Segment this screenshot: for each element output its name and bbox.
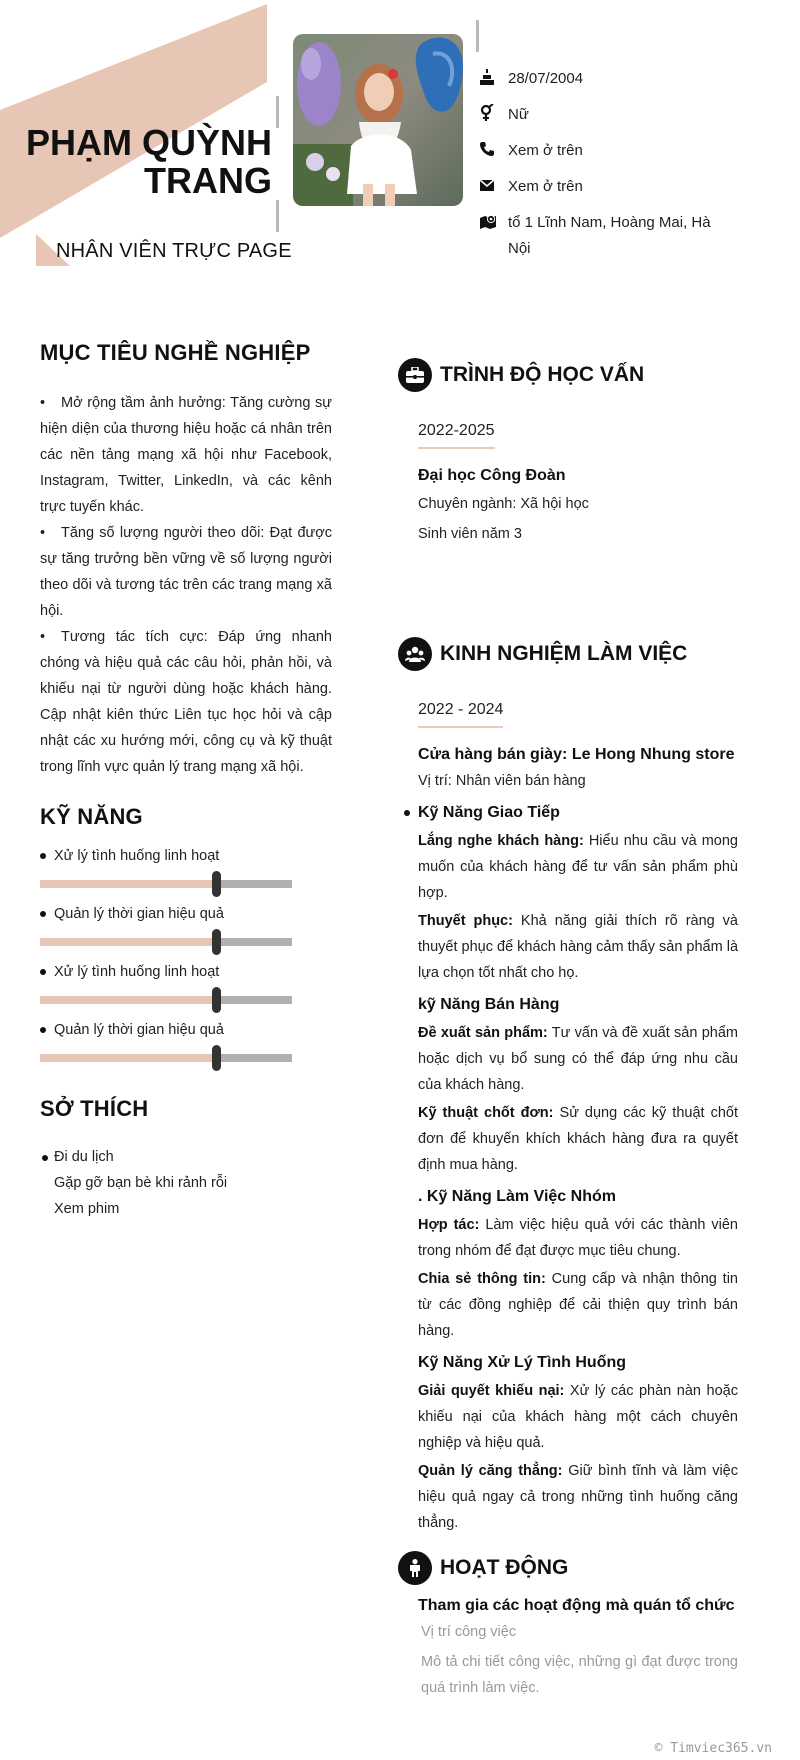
skill-level-fill bbox=[40, 880, 216, 888]
activity-position-placeholder[interactable]: Vị trí công việc bbox=[421, 1624, 517, 1640]
name-line-1: PHẠM QUỲNH bbox=[25, 122, 272, 163]
education-section bbox=[398, 358, 738, 547]
site-watermark: © Timviec365.vn bbox=[654, 1741, 772, 1756]
map-location-icon bbox=[480, 210, 508, 232]
objective-list bbox=[40, 390, 332, 780]
skill-detail: Quản lý căng thẳng: Giữ bình tĩnh và làm việc hiệu quả ngay cả trong những tình huống căng thẳng. bbox=[418, 1463, 738, 1531]
skill-group-heading: kỹ Năng Bán Hàng bbox=[418, 996, 560, 1013]
skill-label: Xử lý tình huống linh hoạt bbox=[54, 848, 220, 864]
skill-label: Xử lý tình huống linh hoạt bbox=[54, 964, 220, 980]
skill-level-handle bbox=[212, 871, 221, 897]
experience-period: 2022 - 2024 bbox=[418, 701, 503, 728]
hobby-item: Đi du lịch bbox=[40, 1144, 332, 1170]
experience-title: KINH NGHIỆM LÀM VIỆC bbox=[440, 642, 688, 665]
skill-group-heading: . Kỹ Năng Làm Việc Nhóm bbox=[418, 1188, 616, 1205]
activities-section bbox=[398, 1551, 738, 1701]
skill-item bbox=[40, 1020, 332, 1062]
skill-detail: Chia sẻ thông tin: Cung cấp và nhận thông tin từ các đồng nghiệp để cải thiện quy trình bán hàng. bbox=[418, 1271, 738, 1339]
hobby-item: Xem phim bbox=[54, 1201, 120, 1217]
skills-section bbox=[40, 804, 332, 1062]
skill-level-fill bbox=[40, 996, 216, 1004]
email[interactable]: Xem ở trên bbox=[508, 178, 583, 195]
study-year: Sinh viên năm 3 bbox=[418, 526, 522, 542]
candidate-name bbox=[12, 124, 272, 200]
bullet-dot bbox=[40, 911, 46, 917]
phone-icon bbox=[480, 138, 508, 160]
skill-level-bar bbox=[40, 938, 292, 946]
school-name: Đại học Công Đoàn bbox=[418, 467, 566, 484]
skill-detail: Hợp tác: Làm việc hiệu quả với các thành viên trong nhóm để đạt được mục tiêu chung. bbox=[418, 1217, 738, 1259]
skill-detail: Đề xuất sản phẩm: Tư vấn và đề xuất sản phẩm hoặc dịch vụ bổ sung có thể đáp ứng nhu cầu của khách hàng. bbox=[418, 1025, 738, 1093]
gender-icon bbox=[480, 102, 508, 124]
address: tổ 1 Lĩnh Nam, Hoàng Mai, Hà Nội bbox=[508, 214, 711, 257]
contact-phone[interactable] bbox=[480, 138, 720, 164]
skill-item bbox=[40, 904, 332, 946]
hobbies-section bbox=[40, 1096, 332, 1222]
envelope-icon bbox=[480, 174, 508, 196]
phone[interactable]: Xem ở trên bbox=[508, 142, 583, 159]
objective-item: • Mở rộng tầm ảnh hưởng: Tăng cường sự hiện diện của thương hiệu hoặc cá nhân trên các nền tảng mạng xã hội như Facebook, Instagram, Twitter, LinkedIn, và các kênh trực tuyến khác. bbox=[40, 390, 332, 520]
briefcase-icon bbox=[398, 358, 432, 392]
bullet-dot bbox=[40, 853, 46, 859]
name-line-2: TRANG bbox=[144, 160, 272, 201]
left-column bbox=[40, 340, 332, 1222]
company-name: Cửa hàng bán giày: Le Hong Nhung store bbox=[418, 746, 735, 763]
skill-level-handle bbox=[212, 987, 221, 1013]
birthday-cake-icon bbox=[480, 66, 508, 88]
divider bbox=[476, 20, 479, 52]
skills-title: KỸ NĂNG bbox=[40, 804, 143, 829]
skill-level-bar bbox=[40, 880, 292, 888]
skill-detail: Giải quyết khiếu nại: Xử lý các phàn nàn hoặc khiếu nại của khách hàng một cách chuyên nghiệp và hiệu quả. bbox=[418, 1383, 738, 1451]
experience-section bbox=[398, 637, 738, 1536]
gender: Nữ bbox=[508, 106, 529, 123]
birth-date: 28/07/2004 bbox=[508, 70, 584, 87]
activity-description-placeholder[interactable]: Mô tả chi tiết công việc, những gì đạt được trong quá trình làm việc. bbox=[421, 1654, 738, 1696]
job-position: Vị trí: Nhân viên bán hàng bbox=[418, 773, 586, 789]
education-period: 2022-2025 bbox=[418, 422, 495, 449]
activities-title: HOẠT ĐỘNG bbox=[440, 1556, 569, 1579]
skill-detail: Thuyết phục: Khả năng giải thích rõ ràng và thuyết phục để khách hàng cảm thấy sản phẩm là lựa chọn tốt nhất cho họ. bbox=[418, 913, 739, 981]
skill-level-fill bbox=[40, 938, 216, 946]
handshake-icon bbox=[398, 637, 432, 671]
divider bbox=[276, 200, 279, 232]
skill-item bbox=[40, 962, 332, 1004]
objective-item: • Tương tác tích cực: Đáp ứng nhanh chóng và hiệu quả các câu hỏi, phản hồi, và khiếu nại từ người dùng hoặc khách hàng. Cập nhật kiên thức Liên tục học hỏi và cập nhật các xu hướng mới, công cụ và kỹ thuật trong lĩnh vực quản lý trang mạng xã hội. bbox=[40, 624, 332, 780]
job-title: NHÂN VIÊN TRỰC PAGE bbox=[56, 240, 292, 262]
skill-label: Quản lý thời gian hiệu quả bbox=[54, 1022, 224, 1038]
contact-gender bbox=[480, 102, 720, 128]
skill-level-fill bbox=[40, 1054, 216, 1062]
skill-label: Quản lý thời gian hiệu quả bbox=[54, 906, 224, 922]
activity-name: Tham gia các hoạt động mà quán tổ chức bbox=[418, 1597, 735, 1614]
hobby-item: Gặp gỡ bạn bè khi rảnh rỗi bbox=[54, 1175, 228, 1191]
skill-detail: Lắng nghe khách hàng: Hiểu nhu cầu và mong muốn của khách hàng để tư vấn sản phẩm phù hợp. bbox=[418, 833, 738, 901]
objective-title: MỤC TIÊU NGHỀ NGHIỆP bbox=[40, 340, 311, 365]
objective-item: • Tăng số lượng người theo dõi: Đạt được sự tăng trưởng bền vững về số lượng người theo dõi và tương tác trên các trang mạng xã hội. bbox=[40, 520, 332, 624]
person-icon bbox=[398, 1551, 432, 1585]
bullet-dot bbox=[40, 969, 46, 975]
hobbies-title: SỞ THÍCH bbox=[40, 1096, 149, 1121]
major: Chuyên ngành: Xã hội học bbox=[418, 496, 589, 512]
profile-photo bbox=[293, 34, 463, 206]
bullet-dot bbox=[40, 1027, 46, 1033]
skill-level-handle bbox=[212, 929, 221, 955]
contact-list bbox=[480, 66, 720, 272]
divider bbox=[276, 96, 279, 128]
contact-birthday bbox=[480, 66, 720, 92]
skill-item bbox=[40, 846, 332, 888]
education-title: TRÌNH ĐỘ HỌC VẤN bbox=[440, 363, 645, 386]
skill-group-heading: Kỹ Năng Giao Tiếp bbox=[418, 800, 738, 826]
contact-address bbox=[480, 210, 720, 262]
skill-detail: Kỹ thuật chốt đơn: Sử dụng các kỹ thuật chốt đơn để khuyến khích khách hàng đưa ra quyết định mua hàng. bbox=[418, 1105, 738, 1173]
skill-level-handle bbox=[212, 1045, 221, 1071]
contact-email[interactable] bbox=[480, 174, 720, 200]
skill-level-bar bbox=[40, 996, 292, 1004]
skill-level-bar bbox=[40, 1054, 292, 1062]
skill-group-heading: Kỹ Năng Xử Lý Tình Huống bbox=[418, 1354, 627, 1371]
hobbies-list bbox=[40, 1144, 332, 1222]
bullet-dot bbox=[404, 810, 410, 816]
